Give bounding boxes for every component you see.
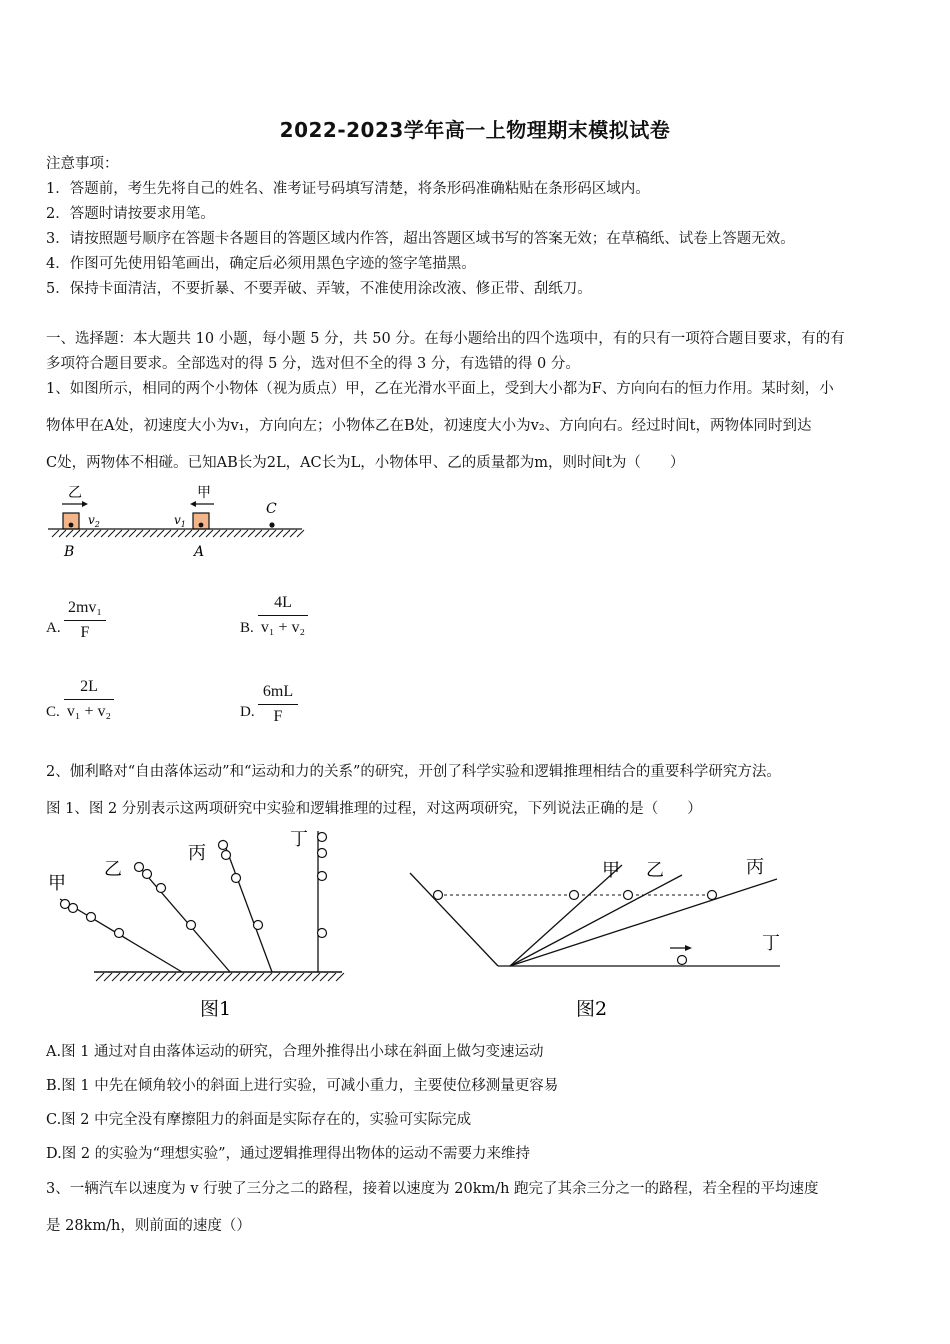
fig2-label-jia: 甲 [602, 860, 620, 881]
label-c: C [266, 501, 277, 517]
label-v2: $v_2$ [88, 513, 100, 529]
fig2-label-bing: 丙 [746, 857, 764, 878]
label-a: A [194, 544, 205, 560]
option-a-label[interactable]: A. [46, 620, 61, 636]
option-d-label[interactable]: D. [240, 704, 255, 720]
q2-figure-1 [40, 825, 360, 1025]
q2-figure-2 [400, 845, 800, 1025]
incline-bing [223, 840, 272, 972]
notice-item: 5．保持卡面清洁，不要折暴、不要弄破、弄皱，不准使用涂改液、修正带、刮纸刀。 [46, 281, 592, 297]
notice-heading: 注意事项： [46, 156, 119, 172]
q1-figure [44, 480, 309, 565]
section-instructions: 一、选择题：本大题共 10 小题，每小题 5 分，共 50 分。在每小题给出的四个选项中，有的只有一项符合题目要求，有的有 [46, 331, 845, 347]
notice-item: 3．请按照题号顺序在答题卡各题目的答题区域内作答，超出答题区域书写的答案无效；在草稿纸、试卷上答题无效。 [46, 231, 795, 247]
fig1-label-ding: 丁 [290, 829, 308, 850]
incline-yi [136, 863, 230, 972]
notice-item: 1．答题前，考生先将自己的姓名、准考证号码填写清楚，将条形码准确粘贴在条形码区域内。 [46, 181, 650, 197]
label-yi: 乙 [68, 485, 82, 501]
q2-option-b[interactable]: B.图 1 中先在倾角较小的斜面上进行实验，可减小重力，主要使位移测量更容易 [46, 1078, 559, 1094]
fig2-label-yi: 乙 [646, 860, 664, 881]
q1-stem: 物体甲在A处，初速度大小为v₁，方向向左；小物体乙在B处，初速度大小为v₂、方向向右。经过时间t，两物体同时到达 [46, 418, 812, 434]
fig1-label-bing: 丙 [188, 843, 206, 864]
q2-stem: 图 1、图 2 分别表示这两项研究中实验和逻辑推理的过程，对这两项研究，下列说法正确的是（ ） [46, 801, 702, 817]
fig2-caption: 图2 [576, 998, 608, 1020]
option-a-value[interactable]: 2mv₁ F [64, 598, 106, 643]
notice-item: 4．作图可先使用铅笔画出，确定后必须用黑色字迹的签字笔描黑。 [46, 256, 476, 272]
q3-stem: 是 28km/h，则前面的速度（） [46, 1218, 251, 1234]
option-c-value[interactable]: 2L v₁ + v₂ [64, 677, 114, 722]
point-c [269, 522, 274, 527]
fig1-label-jia: 甲 [48, 873, 66, 894]
fig2-label-ding: 丁 [762, 933, 780, 954]
option-b-label[interactable]: B. [240, 620, 254, 636]
slope-bing [510, 879, 777, 966]
q2-stem: 2、伽利略对“自由落体运动”和“运动和力的关系”的研究，开创了科学实验和逻辑推理相结合的重要科学研究方法。 [46, 764, 781, 780]
section-instructions: 多项符合题目要求。全部选对的得 5 分，选对但不全的得 3 分，有选错的得 0 分。 [46, 356, 580, 372]
label-v1: $v_1$ [174, 513, 186, 529]
fig1-label-yi: 乙 [104, 859, 122, 880]
label-b: B [64, 544, 75, 560]
label-jia: 甲 [197, 485, 211, 501]
fig1-caption: 图1 [200, 998, 232, 1020]
q1-stem: C处，两物体不相碰。已知AB长为2L，AC长为L，小物体甲、乙的质量都为m，则时间t为（ ） [46, 455, 685, 471]
q1-stem: 1、如图所示，相同的两个小物体（视为质点）甲，乙在光滑水平面上，受到大小都为F、方向向右的恒力作用。某时刻，小 [46, 381, 834, 397]
option-b-value[interactable]: 4L v₁ + v₂ [258, 593, 308, 638]
q3-stem: 3、一辆汽车以速度为 v 行驶了三分之二的路程，接着以速度为 20km/h 跑完了其余三分之一的路程，若全程的平均速度 [46, 1181, 819, 1197]
option-c-label[interactable]: C. [46, 704, 60, 720]
page-title: 2022-2023学年高一上物理期末模拟试卷 [279, 118, 671, 142]
q2-option-a[interactable]: A.图 1 通过对自由落体运动的研究，合理外推得出小球在斜面上做匀变速运动 [46, 1044, 544, 1060]
notice-item: 2．答题时请按要求用笔。 [46, 206, 215, 222]
q2-option-c[interactable]: C.图 2 中完全没有摩擦阻力的斜面是实际存在的，实验可实际完成 [46, 1112, 472, 1128]
q2-option-d[interactable]: D.图 2 的实验为“理想实验”，通过逻辑推理得出物体的运动不需要力来维持 [46, 1146, 530, 1162]
option-d-value[interactable]: 6mL F [258, 682, 298, 727]
